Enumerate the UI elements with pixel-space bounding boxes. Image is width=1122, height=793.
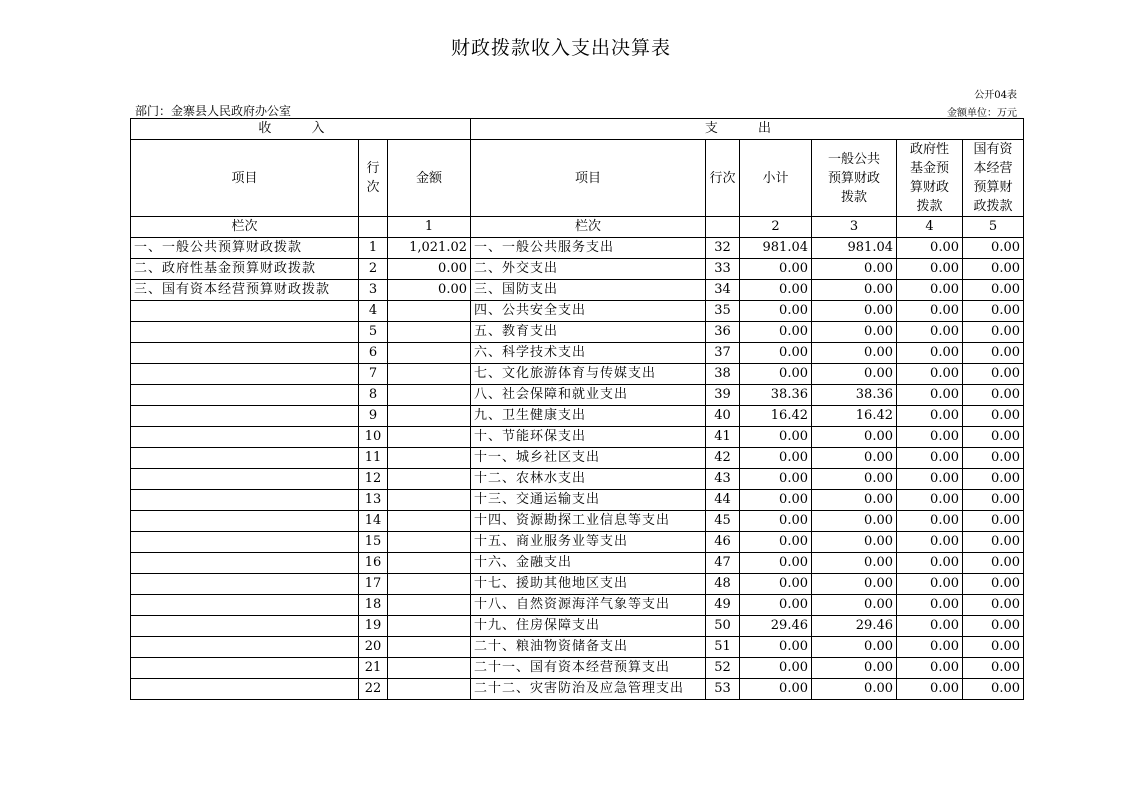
income-item-cell (131, 679, 359, 700)
income-row-no-cell: 11 (359, 448, 388, 469)
income-amount-cell (388, 322, 471, 343)
expense-item-cell: 十八、自然资源海洋气象等支出 (471, 595, 706, 616)
gov-fund-cell: 0.00 (897, 238, 963, 259)
gov-fund-cell: 0.00 (897, 595, 963, 616)
income-item-cell (131, 301, 359, 322)
table-row (131, 637, 1024, 658)
subtotal-cell: 0.00 (740, 595, 812, 616)
income-item-cell (131, 574, 359, 595)
appropriation-table (130, 118, 1024, 700)
income-amount-cell (388, 364, 471, 385)
expense-row-no-cell: 47 (706, 553, 740, 574)
table-row (131, 427, 1024, 448)
form-number: 公开04表 (974, 90, 1017, 101)
income-item-cell (131, 406, 359, 427)
income-amount-cell (388, 469, 471, 490)
general-budget-cell: 0.00 (812, 469, 897, 490)
expense-row-no-cell: 37 (706, 343, 740, 364)
income-item-cell (131, 658, 359, 679)
income-row-no-cell: 8 (359, 385, 388, 406)
expense-row-no-cell: 43 (706, 469, 740, 490)
expense-item-cell: 四、公共安全支出 (471, 301, 706, 322)
income-item-cell (131, 511, 359, 532)
gov-fund-cell: 0.00 (897, 532, 963, 553)
col2-label: 2 (740, 217, 812, 238)
income-amount-cell (388, 406, 471, 427)
expense-item-cell: 十三、交通运输支出 (471, 490, 706, 511)
gov-fund-cell: 0.00 (897, 301, 963, 322)
gov-fund-cell: 0.00 (897, 448, 963, 469)
income-item-header: 项目 (131, 140, 359, 217)
expense-item-cell: 二十一、国有资本经营预算支出 (471, 658, 706, 679)
income-amount-cell (388, 637, 471, 658)
subtotal-cell: 38.36 (740, 385, 812, 406)
state-capital-cell: 0.00 (963, 469, 1024, 490)
expense-row-no-cell: 49 (706, 595, 740, 616)
income-amount-cell: 0.00 (388, 259, 471, 280)
income-item-cell: 三、国有资本经营预算财政拨款 (131, 280, 359, 301)
expense-column-order-label: 栏次 (471, 217, 706, 238)
state-capital-cell: 0.00 (963, 280, 1024, 301)
state-capital-cell: 0.00 (963, 553, 1024, 574)
subtotal-header: 小计 (740, 140, 812, 217)
income-item-cell (131, 490, 359, 511)
state-capital-cell: 0.00 (963, 427, 1024, 448)
income-row-no-cell: 3 (359, 280, 388, 301)
state-capital-cell: 0.00 (963, 595, 1024, 616)
header-row-order (131, 217, 1024, 238)
table-row (131, 259, 1024, 280)
gov-fund-cell: 0.00 (897, 280, 963, 301)
expense-item-cell: 十、节能环保支出 (471, 427, 706, 448)
income-item-cell (131, 553, 359, 574)
expense-section-header: 支 出 (471, 119, 1024, 140)
subtotal-cell: 0.00 (740, 364, 812, 385)
subtotal-cell: 0.00 (740, 322, 812, 343)
expense-row-no-cell: 35 (706, 301, 740, 322)
subtotal-cell: 981.04 (740, 238, 812, 259)
subtotal-cell: 0.00 (740, 511, 812, 532)
income-item-cell (131, 637, 359, 658)
amount-unit-label: 金额单位：万元 (947, 108, 1017, 119)
subtotal-cell: 0.00 (740, 679, 812, 700)
expense-row-no-cell: 46 (706, 532, 740, 553)
expense-item-cell: 十四、资源勘探工业信息等支出 (471, 511, 706, 532)
general-budget-cell: 0.00 (812, 322, 897, 343)
income-row-no-order (359, 217, 388, 238)
state-capital-cell: 0.00 (963, 301, 1024, 322)
table-row (131, 511, 1024, 532)
state-capital-cell: 0.00 (963, 658, 1024, 679)
expense-item-cell: 二、外交支出 (471, 259, 706, 280)
gov-fund-cell: 0.00 (897, 364, 963, 385)
expense-row-no-cell: 53 (706, 679, 740, 700)
general-budget-header: 一般公共预算财政拨款 (812, 140, 897, 217)
income-amount-cell (388, 385, 471, 406)
income-amount-cell (388, 448, 471, 469)
gov-fund-cell: 0.00 (897, 490, 963, 511)
expense-row-no-cell: 48 (706, 574, 740, 595)
state-capital-cell: 0.00 (963, 448, 1024, 469)
income-row-no-cell: 22 (359, 679, 388, 700)
expense-row-no-header: 行次 (706, 140, 740, 217)
table-row (131, 280, 1024, 301)
income-row-no-cell: 12 (359, 469, 388, 490)
expense-row-no-cell: 33 (706, 259, 740, 280)
income-row-no-cell: 4 (359, 301, 388, 322)
expense-row-no-cell: 36 (706, 322, 740, 343)
general-budget-cell: 0.00 (812, 343, 897, 364)
table-row (131, 343, 1024, 364)
general-budget-cell: 0.00 (812, 595, 897, 616)
income-amount-header: 金额 (388, 140, 471, 217)
gov-fund-cell: 0.00 (897, 679, 963, 700)
income-item-cell: 二、政府性基金预算财政拨款 (131, 259, 359, 280)
table-row (131, 658, 1024, 679)
table-row (131, 532, 1024, 553)
expense-item-cell: 十九、住房保障支出 (471, 616, 706, 637)
col5-label: 5 (963, 217, 1024, 238)
state-capital-cell: 0.00 (963, 343, 1024, 364)
col1-label: 1 (388, 217, 471, 238)
income-row-no-cell: 15 (359, 532, 388, 553)
general-budget-cell: 38.36 (812, 385, 897, 406)
income-item-cell (131, 322, 359, 343)
expense-item-header: 项目 (471, 140, 706, 217)
table-row (131, 469, 1024, 490)
gov-fund-header: 政府性基金预算财政拨款 (897, 140, 963, 217)
expense-row-no-cell: 52 (706, 658, 740, 679)
state-capital-cell: 0.00 (963, 259, 1024, 280)
income-row-no-cell: 16 (359, 553, 388, 574)
income-amount-cell (388, 553, 471, 574)
table-row (131, 385, 1024, 406)
general-budget-cell: 981.04 (812, 238, 897, 259)
income-amount-cell (388, 616, 471, 637)
income-item-cell (131, 343, 359, 364)
expense-item-cell: 七、文化旅游体育与传媒支出 (471, 364, 706, 385)
gov-fund-cell: 0.00 (897, 322, 963, 343)
table-row (131, 490, 1024, 511)
expense-item-cell: 三、国防支出 (471, 280, 706, 301)
expense-row-no-cell: 50 (706, 616, 740, 637)
income-amount-cell (388, 343, 471, 364)
subtotal-cell: 0.00 (740, 469, 812, 490)
expense-item-cell: 一、一般公共服务支出 (471, 238, 706, 259)
income-row-no-cell: 21 (359, 658, 388, 679)
expense-row-no-cell: 44 (706, 490, 740, 511)
state-capital-cell: 0.00 (963, 238, 1024, 259)
subtotal-cell: 0.00 (740, 427, 812, 448)
income-amount-cell (388, 511, 471, 532)
expense-item-cell: 二十、粮油物资储备支出 (471, 637, 706, 658)
income-row-no-cell: 14 (359, 511, 388, 532)
table-row (131, 322, 1024, 343)
state-capital-cell: 0.00 (963, 574, 1024, 595)
expense-item-cell: 八、社会保障和就业支出 (471, 385, 706, 406)
subtotal-cell: 0.00 (740, 532, 812, 553)
state-capital-cell: 0.00 (963, 406, 1024, 427)
income-amount-cell (388, 595, 471, 616)
expense-row-no-cell: 32 (706, 238, 740, 259)
general-budget-cell: 29.46 (812, 616, 897, 637)
subtotal-cell: 0.00 (740, 343, 812, 364)
income-row-no-cell: 10 (359, 427, 388, 448)
gov-fund-cell: 0.00 (897, 469, 963, 490)
expense-row-no-cell: 45 (706, 511, 740, 532)
expense-item-cell: 十一、城乡社区支出 (471, 448, 706, 469)
state-capital-cell: 0.00 (963, 490, 1024, 511)
state-capital-cell: 0.00 (963, 322, 1024, 343)
subtotal-cell: 29.46 (740, 616, 812, 637)
income-item-cell (131, 448, 359, 469)
header-row-sections (131, 119, 1024, 140)
gov-fund-cell: 0.00 (897, 658, 963, 679)
page-title: 财政拨款收入支出决算表 (450, 37, 671, 59)
income-row-no-cell: 6 (359, 343, 388, 364)
income-amount-cell: 1,021.02 (388, 238, 471, 259)
state-capital-cell: 0.00 (963, 532, 1024, 553)
income-row-no-cell: 5 (359, 322, 388, 343)
general-budget-cell: 0.00 (812, 427, 897, 448)
general-budget-cell: 0.00 (812, 280, 897, 301)
table-row (131, 574, 1024, 595)
expense-item-cell: 九、卫生健康支出 (471, 406, 706, 427)
gov-fund-cell: 0.00 (897, 343, 963, 364)
expense-item-cell: 二十二、灾害防治及应急管理支出 (471, 679, 706, 700)
general-budget-cell: 0.00 (812, 637, 897, 658)
subtotal-cell: 0.00 (740, 448, 812, 469)
expense-item-cell: 五、教育支出 (471, 322, 706, 343)
state-capital-cell: 0.00 (963, 637, 1024, 658)
income-row-no-cell: 1 (359, 238, 388, 259)
income-row-no-header: 行次 (359, 140, 388, 217)
general-budget-cell: 0.00 (812, 259, 897, 280)
expense-item-cell: 十七、援助其他地区支出 (471, 574, 706, 595)
income-row-no-cell: 7 (359, 364, 388, 385)
subtotal-cell: 0.00 (740, 553, 812, 574)
col4-label: 4 (897, 217, 963, 238)
expense-row-no-cell: 40 (706, 406, 740, 427)
gov-fund-cell: 0.00 (897, 406, 963, 427)
subtotal-cell: 0.00 (740, 490, 812, 511)
table-row (131, 364, 1024, 385)
income-item-cell (131, 532, 359, 553)
income-row-no-cell: 17 (359, 574, 388, 595)
income-amount-cell (388, 658, 471, 679)
subtotal-cell: 0.00 (740, 637, 812, 658)
general-budget-cell: 0.00 (812, 553, 897, 574)
gov-fund-cell: 0.00 (897, 574, 963, 595)
state-capital-cell: 0.00 (963, 679, 1024, 700)
expense-item-cell: 十六、金融支出 (471, 553, 706, 574)
income-amount-cell (388, 490, 471, 511)
general-budget-cell: 0.00 (812, 301, 897, 322)
general-budget-cell: 16.42 (812, 406, 897, 427)
expense-row-no-cell: 38 (706, 364, 740, 385)
gov-fund-cell: 0.00 (897, 259, 963, 280)
income-row-no-cell: 9 (359, 406, 388, 427)
expense-row-no-cell: 51 (706, 637, 740, 658)
general-budget-cell: 0.00 (812, 448, 897, 469)
income-amount-cell (388, 679, 471, 700)
income-amount-cell (388, 532, 471, 553)
table-row (131, 553, 1024, 574)
gov-fund-cell: 0.00 (897, 553, 963, 574)
gov-fund-cell: 0.00 (897, 427, 963, 448)
expense-item-cell: 十五、商业服务业等支出 (471, 532, 706, 553)
table-row (131, 301, 1024, 322)
table-row (131, 595, 1024, 616)
state-capital-cell: 0.00 (963, 364, 1024, 385)
subtotal-cell: 0.00 (740, 259, 812, 280)
subtotal-cell: 16.42 (740, 406, 812, 427)
table-row (131, 616, 1024, 637)
table-row (131, 238, 1024, 259)
income-item-cell (131, 616, 359, 637)
header-row-columns (131, 140, 1024, 217)
col3-label: 3 (812, 217, 897, 238)
subtotal-cell: 0.00 (740, 301, 812, 322)
gov-fund-cell: 0.00 (897, 616, 963, 637)
income-item-cell: 一、一般公共预算财政拨款 (131, 238, 359, 259)
income-amount-cell (388, 301, 471, 322)
income-row-no-cell: 20 (359, 637, 388, 658)
general-budget-cell: 0.00 (812, 658, 897, 679)
income-item-cell (131, 364, 359, 385)
income-item-cell (131, 469, 359, 490)
income-amount-cell (388, 427, 471, 448)
income-row-no-cell: 18 (359, 595, 388, 616)
expense-row-no-cell: 34 (706, 280, 740, 301)
income-column-order-label: 栏次 (131, 217, 359, 238)
expense-item-cell: 六、科学技术支出 (471, 343, 706, 364)
state-capital-cell: 0.00 (963, 511, 1024, 532)
state-capital-cell: 0.00 (963, 385, 1024, 406)
gov-fund-cell: 0.00 (897, 637, 963, 658)
general-budget-cell: 0.00 (812, 532, 897, 553)
state-capital-cell: 0.00 (963, 616, 1024, 637)
table-row (131, 406, 1024, 427)
table-row (131, 679, 1024, 700)
income-row-no-cell: 19 (359, 616, 388, 637)
gov-fund-cell: 0.00 (897, 385, 963, 406)
income-item-cell (131, 427, 359, 448)
expense-row-no-cell: 39 (706, 385, 740, 406)
expense-item-cell: 十二、农林水支出 (471, 469, 706, 490)
general-budget-cell: 0.00 (812, 364, 897, 385)
expense-row-no-cell: 41 (706, 427, 740, 448)
expense-row-no-order (706, 217, 740, 238)
general-budget-cell: 0.00 (812, 490, 897, 511)
income-item-cell (131, 385, 359, 406)
income-amount-cell (388, 574, 471, 595)
general-budget-cell: 0.00 (812, 511, 897, 532)
gov-fund-cell: 0.00 (897, 511, 963, 532)
subtotal-cell: 0.00 (740, 280, 812, 301)
income-amount-cell: 0.00 (388, 280, 471, 301)
subtotal-cell: 0.00 (740, 574, 812, 595)
table-row (131, 448, 1024, 469)
department-label: 部门：金寨县人民政府办公室 (135, 104, 292, 118)
general-budget-cell: 0.00 (812, 574, 897, 595)
income-section-header: 收 入 (131, 119, 471, 140)
general-budget-cell: 0.00 (812, 679, 897, 700)
state-capital-header: 国有资本经营预算财政拨款 (963, 140, 1024, 217)
expense-row-no-cell: 42 (706, 448, 740, 469)
income-item-cell (131, 595, 359, 616)
subtotal-cell: 0.00 (740, 658, 812, 679)
income-row-no-cell: 13 (359, 490, 388, 511)
income-row-no-cell: 2 (359, 259, 388, 280)
